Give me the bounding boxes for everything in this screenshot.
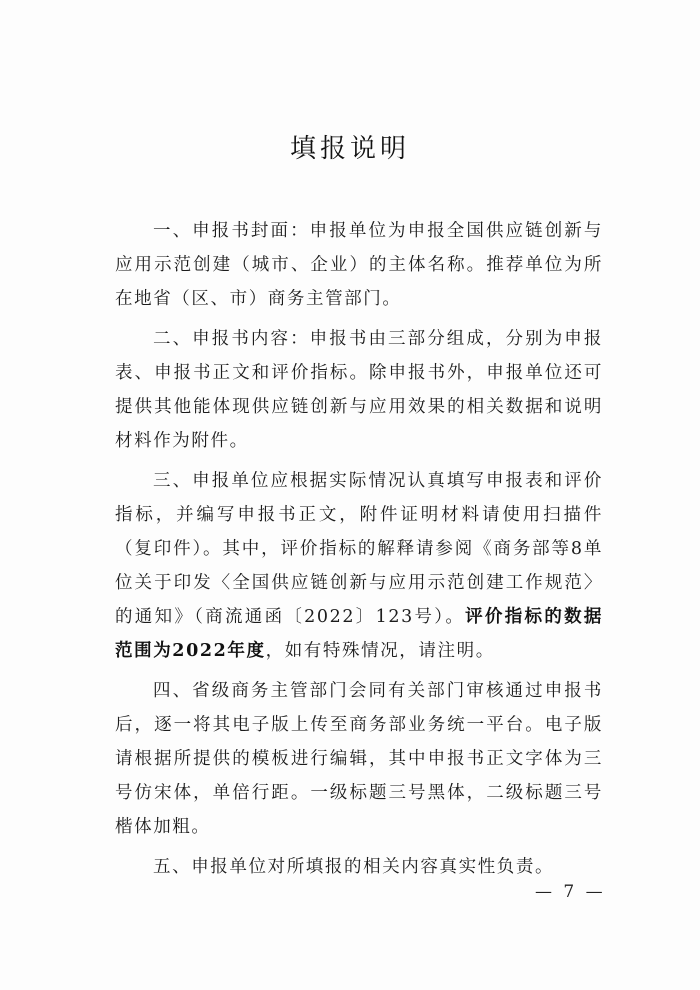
paragraph-content: 二、申报书内容：申报书由三部分组成，分别为申报表、申报书正文和评价指标。除申报书外，申报单位还可提供其他能体现供应链创新与应用效果的相关数据和说明材料作为附件。 (115, 329, 603, 451)
paragraph-filling-bold: 评价指标的数据范围为2022年度 (115, 607, 603, 661)
page-number: — 7 — (535, 882, 606, 902)
document-body (115, 214, 603, 890)
paragraph-filling-text: 三、申报单位应根据实际情况认真填写申报表和评价指标，并编写申报书正文，附件证明材料请使用扫描件（复印件）。其中，评价指标的解释请参阅《商务部等8单位关于印发〈全国供应链创新与应用示范创建工作规范〉的通知》（商流通函〔2022〕123号）。 (115, 471, 603, 627)
paragraph-filling-tail: ，如有特殊情况，请注明。 (265, 641, 495, 661)
paragraph-responsibility: 五、申报单位对所填报的相关内容真实性负责。 (153, 857, 555, 877)
document-title: 填报说明 (289, 134, 410, 164)
paragraph-upload: 四、省级商务主管部门会同有关部门审核通过申报书后，逐一将其电子版上传至商务部业务统一平台。电子版请根据所提供的模板进行编辑，其中申报书正文字体为三号仿宋体，单倍行距。一级标题三号黑体，二级标题三号楷体加粗。 (115, 681, 603, 837)
paragraph-filling (115, 464, 603, 668)
paragraph-cover: 一、申报书封面：申报单位为申报全国供应链创新与应用示范创建（城市、企业）的主体名称。推荐单位为所在地省（区、市）商务主管部门。 (115, 221, 603, 309)
